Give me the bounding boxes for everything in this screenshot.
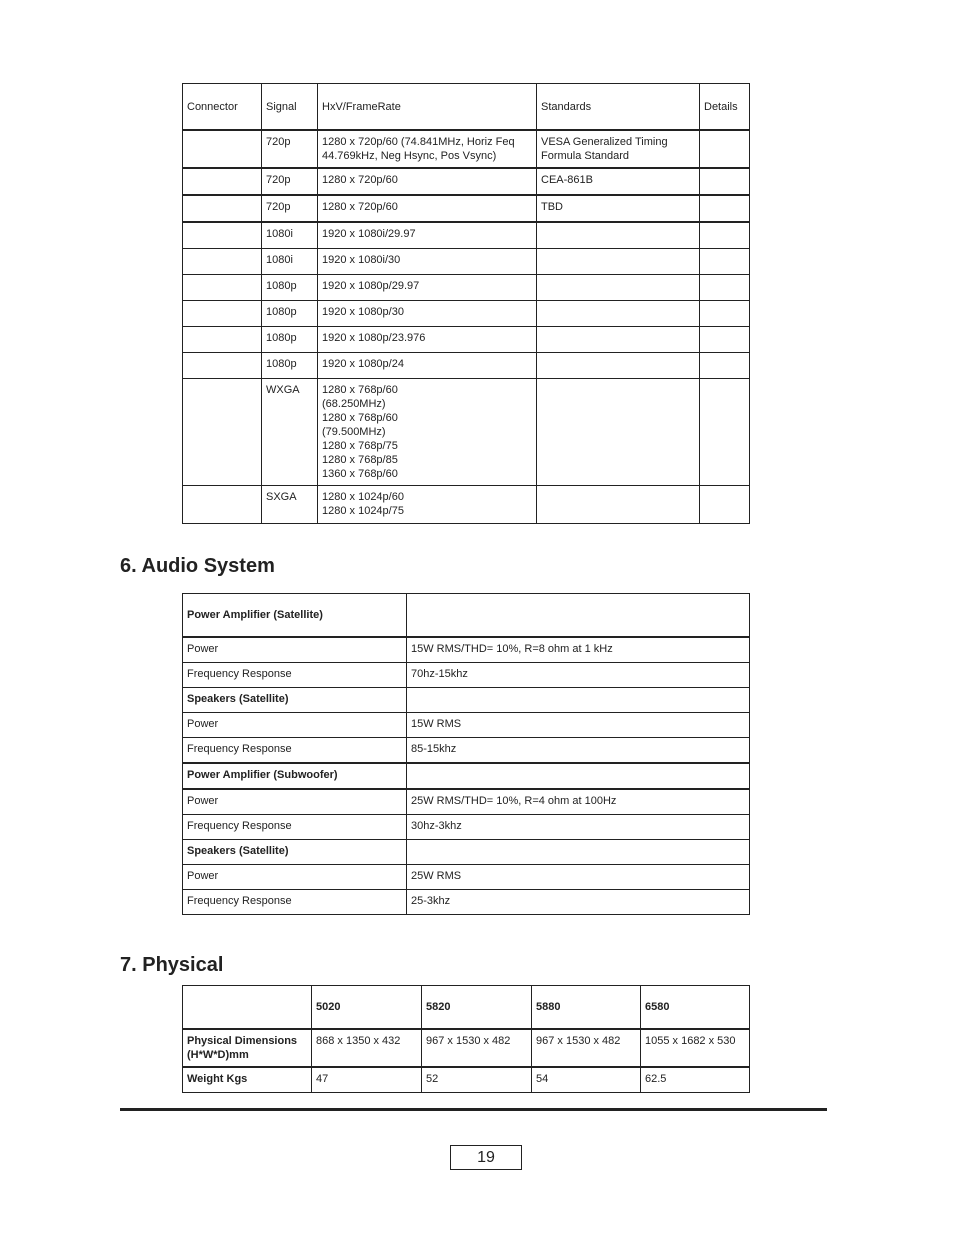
signal-cell: 720p: [262, 130, 318, 168]
audio-value-cell: [407, 840, 750, 865]
audio-label-cell: Frequency Response: [183, 738, 407, 764]
table-row: [183, 301, 750, 327]
table-row: [183, 168, 750, 195]
signal-cell: 1080i: [262, 222, 318, 249]
details-cell: [700, 130, 750, 168]
table-row: [183, 1067, 750, 1093]
audio-label-cell: Power: [183, 865, 407, 890]
signal-cell: 720p: [262, 195, 318, 222]
audio-value-cell: 30hz-3khz: [407, 815, 750, 840]
connector-cell: [183, 486, 262, 524]
details-cell: [700, 379, 750, 486]
physical-table: [182, 985, 750, 1093]
standards-cell: TBD: [537, 195, 700, 222]
details-cell: [700, 168, 750, 195]
physical-value-cell: 47: [312, 1067, 422, 1093]
page-number: 19: [450, 1145, 522, 1170]
frame-rate-cell: 1920 x 1080p/29.97: [318, 275, 537, 301]
connector-cell: [183, 249, 262, 275]
header-model-5020: 5020: [312, 986, 422, 1030]
frame-rate-cell: 1280 x 720p/60: [318, 168, 537, 195]
header-model-6580: 6580: [641, 986, 750, 1030]
table-row: [183, 789, 750, 815]
signal-cell: 720p: [262, 168, 318, 195]
signal-cell: 1080p: [262, 353, 318, 379]
table-row: [183, 815, 750, 840]
connector-cell: [183, 327, 262, 353]
signal-cell: WXGA: [262, 379, 318, 486]
audio-system-table: [182, 593, 750, 915]
table-row: [183, 130, 750, 168]
audio-label-cell: Power: [183, 713, 407, 738]
audio-value-cell: 70hz-15khz: [407, 663, 750, 688]
table-row: [183, 275, 750, 301]
connector-cell: [183, 379, 262, 486]
table-header-row: [183, 84, 750, 131]
physical-label-cell: Physical Dimensions (H*W*D)mm: [183, 1029, 312, 1067]
physical-value-cell: 52: [422, 1067, 532, 1093]
table-row: [183, 379, 750, 486]
connector-cell: [183, 195, 262, 222]
standards-cell: [537, 327, 700, 353]
details-cell: [700, 195, 750, 222]
signal-cell: 1080p: [262, 301, 318, 327]
frame-rate-cell: 1280 x 720p/60: [318, 195, 537, 222]
physical-section-title: 7. Physical: [120, 954, 224, 976]
audio-value-cell: 25W RMS/THD= 10%, R=4 ohm at 100Hz: [407, 789, 750, 815]
table-row: [183, 663, 750, 688]
physical-label-cell: Weight Kgs: [183, 1067, 312, 1093]
connector-cell: [183, 353, 262, 379]
standards-cell: [537, 249, 700, 275]
table-row: [183, 738, 750, 764]
signal-cell: 1080p: [262, 275, 318, 301]
header-model-5880: 5880: [532, 986, 641, 1030]
audio-label-cell: Power Amplifier (Satellite): [183, 594, 407, 638]
table-row: [183, 327, 750, 353]
signal-timing-table: [182, 83, 750, 524]
standards-cell: [537, 222, 700, 249]
header-connector: Connector: [183, 84, 262, 131]
physical-value-cell: 967 x 1530 x 482: [532, 1029, 641, 1067]
audio-value-cell: 85-15khz: [407, 738, 750, 764]
table-row: [183, 249, 750, 275]
header-signal: Signal: [262, 84, 318, 131]
header-frame-rate: HxV/FrameRate: [318, 84, 537, 131]
table-row: [183, 1029, 750, 1067]
audio-value-cell: [407, 688, 750, 713]
physical-value-cell: 868 x 1350 x 432: [312, 1029, 422, 1067]
signal-cell: 1080p: [262, 327, 318, 353]
standards-cell: [537, 379, 700, 486]
audio-label-cell: Power: [183, 637, 407, 663]
table-row: [183, 353, 750, 379]
physical-value-cell: 54: [532, 1067, 641, 1093]
table-header-row: [183, 986, 750, 1030]
signal-cell: 1080i: [262, 249, 318, 275]
frame-rate-cell: 1920 x 1080p/24: [318, 353, 537, 379]
details-cell: [700, 486, 750, 524]
audio-section-title: 6. Audio System: [120, 555, 275, 577]
audio-value-cell: [407, 763, 750, 789]
header-standards: Standards: [537, 84, 700, 131]
standards-cell: VESA Generalized Timing Formula Standard: [537, 130, 700, 168]
table-row: [183, 222, 750, 249]
frame-rate-cell: 1920 x 1080p/23.976: [318, 327, 537, 353]
header-model-5820: 5820: [422, 986, 532, 1030]
audio-label-cell: Speakers (Satellite): [183, 688, 407, 713]
standards-cell: [537, 301, 700, 327]
audio-value-cell: 15W RMS/THD= 10%, R=8 ohm at 1 kHz: [407, 637, 750, 663]
table-row: [183, 688, 750, 713]
audio-label-cell: Power Amplifier (Subwoofer): [183, 763, 407, 789]
connector-cell: [183, 168, 262, 195]
details-cell: [700, 222, 750, 249]
table-row: [183, 195, 750, 222]
frame-rate-cell: 1280 x 768p/60 (68.250MHz) 1280 x 768p/60 (79.500MHz) 1280 x 768p/75 1280 x 768p/85 1360 x 768p/60: [318, 379, 537, 486]
frame-rate-cell: 1920 x 1080p/30: [318, 301, 537, 327]
connector-cell: [183, 222, 262, 249]
details-cell: [700, 275, 750, 301]
connector-cell: [183, 275, 262, 301]
connector-cell: [183, 130, 262, 168]
details-cell: [700, 249, 750, 275]
frame-rate-cell: 1920 x 1080i/29.97: [318, 222, 537, 249]
table-row: [183, 486, 750, 524]
details-cell: [700, 301, 750, 327]
audio-label-cell: Frequency Response: [183, 890, 407, 915]
footer-divider: [120, 1108, 827, 1111]
physical-value-cell: 1055 x 1682 x 530: [641, 1029, 750, 1067]
frame-rate-cell: 1280 x 720p/60 (74.841MHz, Horiz Feq 44.769kHz, Neg Hsync, Pos Vsync): [318, 130, 537, 168]
audio-value-cell: [407, 594, 750, 638]
table-row: [183, 594, 750, 638]
details-cell: [700, 353, 750, 379]
table-row: [183, 865, 750, 890]
audio-label-cell: Speakers (Satellite): [183, 840, 407, 865]
audio-value-cell: 15W RMS: [407, 713, 750, 738]
audio-label-cell: Frequency Response: [183, 663, 407, 688]
frame-rate-cell: 1280 x 1024p/60 1280 x 1024p/75: [318, 486, 537, 524]
audio-label-cell: Frequency Response: [183, 815, 407, 840]
table-row: [183, 637, 750, 663]
standards-cell: CEA-861B: [537, 168, 700, 195]
table-row: [183, 763, 750, 789]
audio-value-cell: 25-3khz: [407, 890, 750, 915]
table-row: [183, 840, 750, 865]
standards-cell: [537, 486, 700, 524]
table-row: [183, 713, 750, 738]
frame-rate-cell: 1920 x 1080i/30: [318, 249, 537, 275]
audio-value-cell: 25W RMS: [407, 865, 750, 890]
header-blank: [183, 986, 312, 1030]
physical-value-cell: 62.5: [641, 1067, 750, 1093]
signal-cell: SXGA: [262, 486, 318, 524]
standards-cell: [537, 275, 700, 301]
physical-value-cell: 967 x 1530 x 482: [422, 1029, 532, 1067]
table-row: [183, 890, 750, 915]
connector-cell: [183, 301, 262, 327]
details-cell: [700, 327, 750, 353]
header-details: Details: [700, 84, 750, 131]
standards-cell: [537, 353, 700, 379]
audio-label-cell: Power: [183, 789, 407, 815]
